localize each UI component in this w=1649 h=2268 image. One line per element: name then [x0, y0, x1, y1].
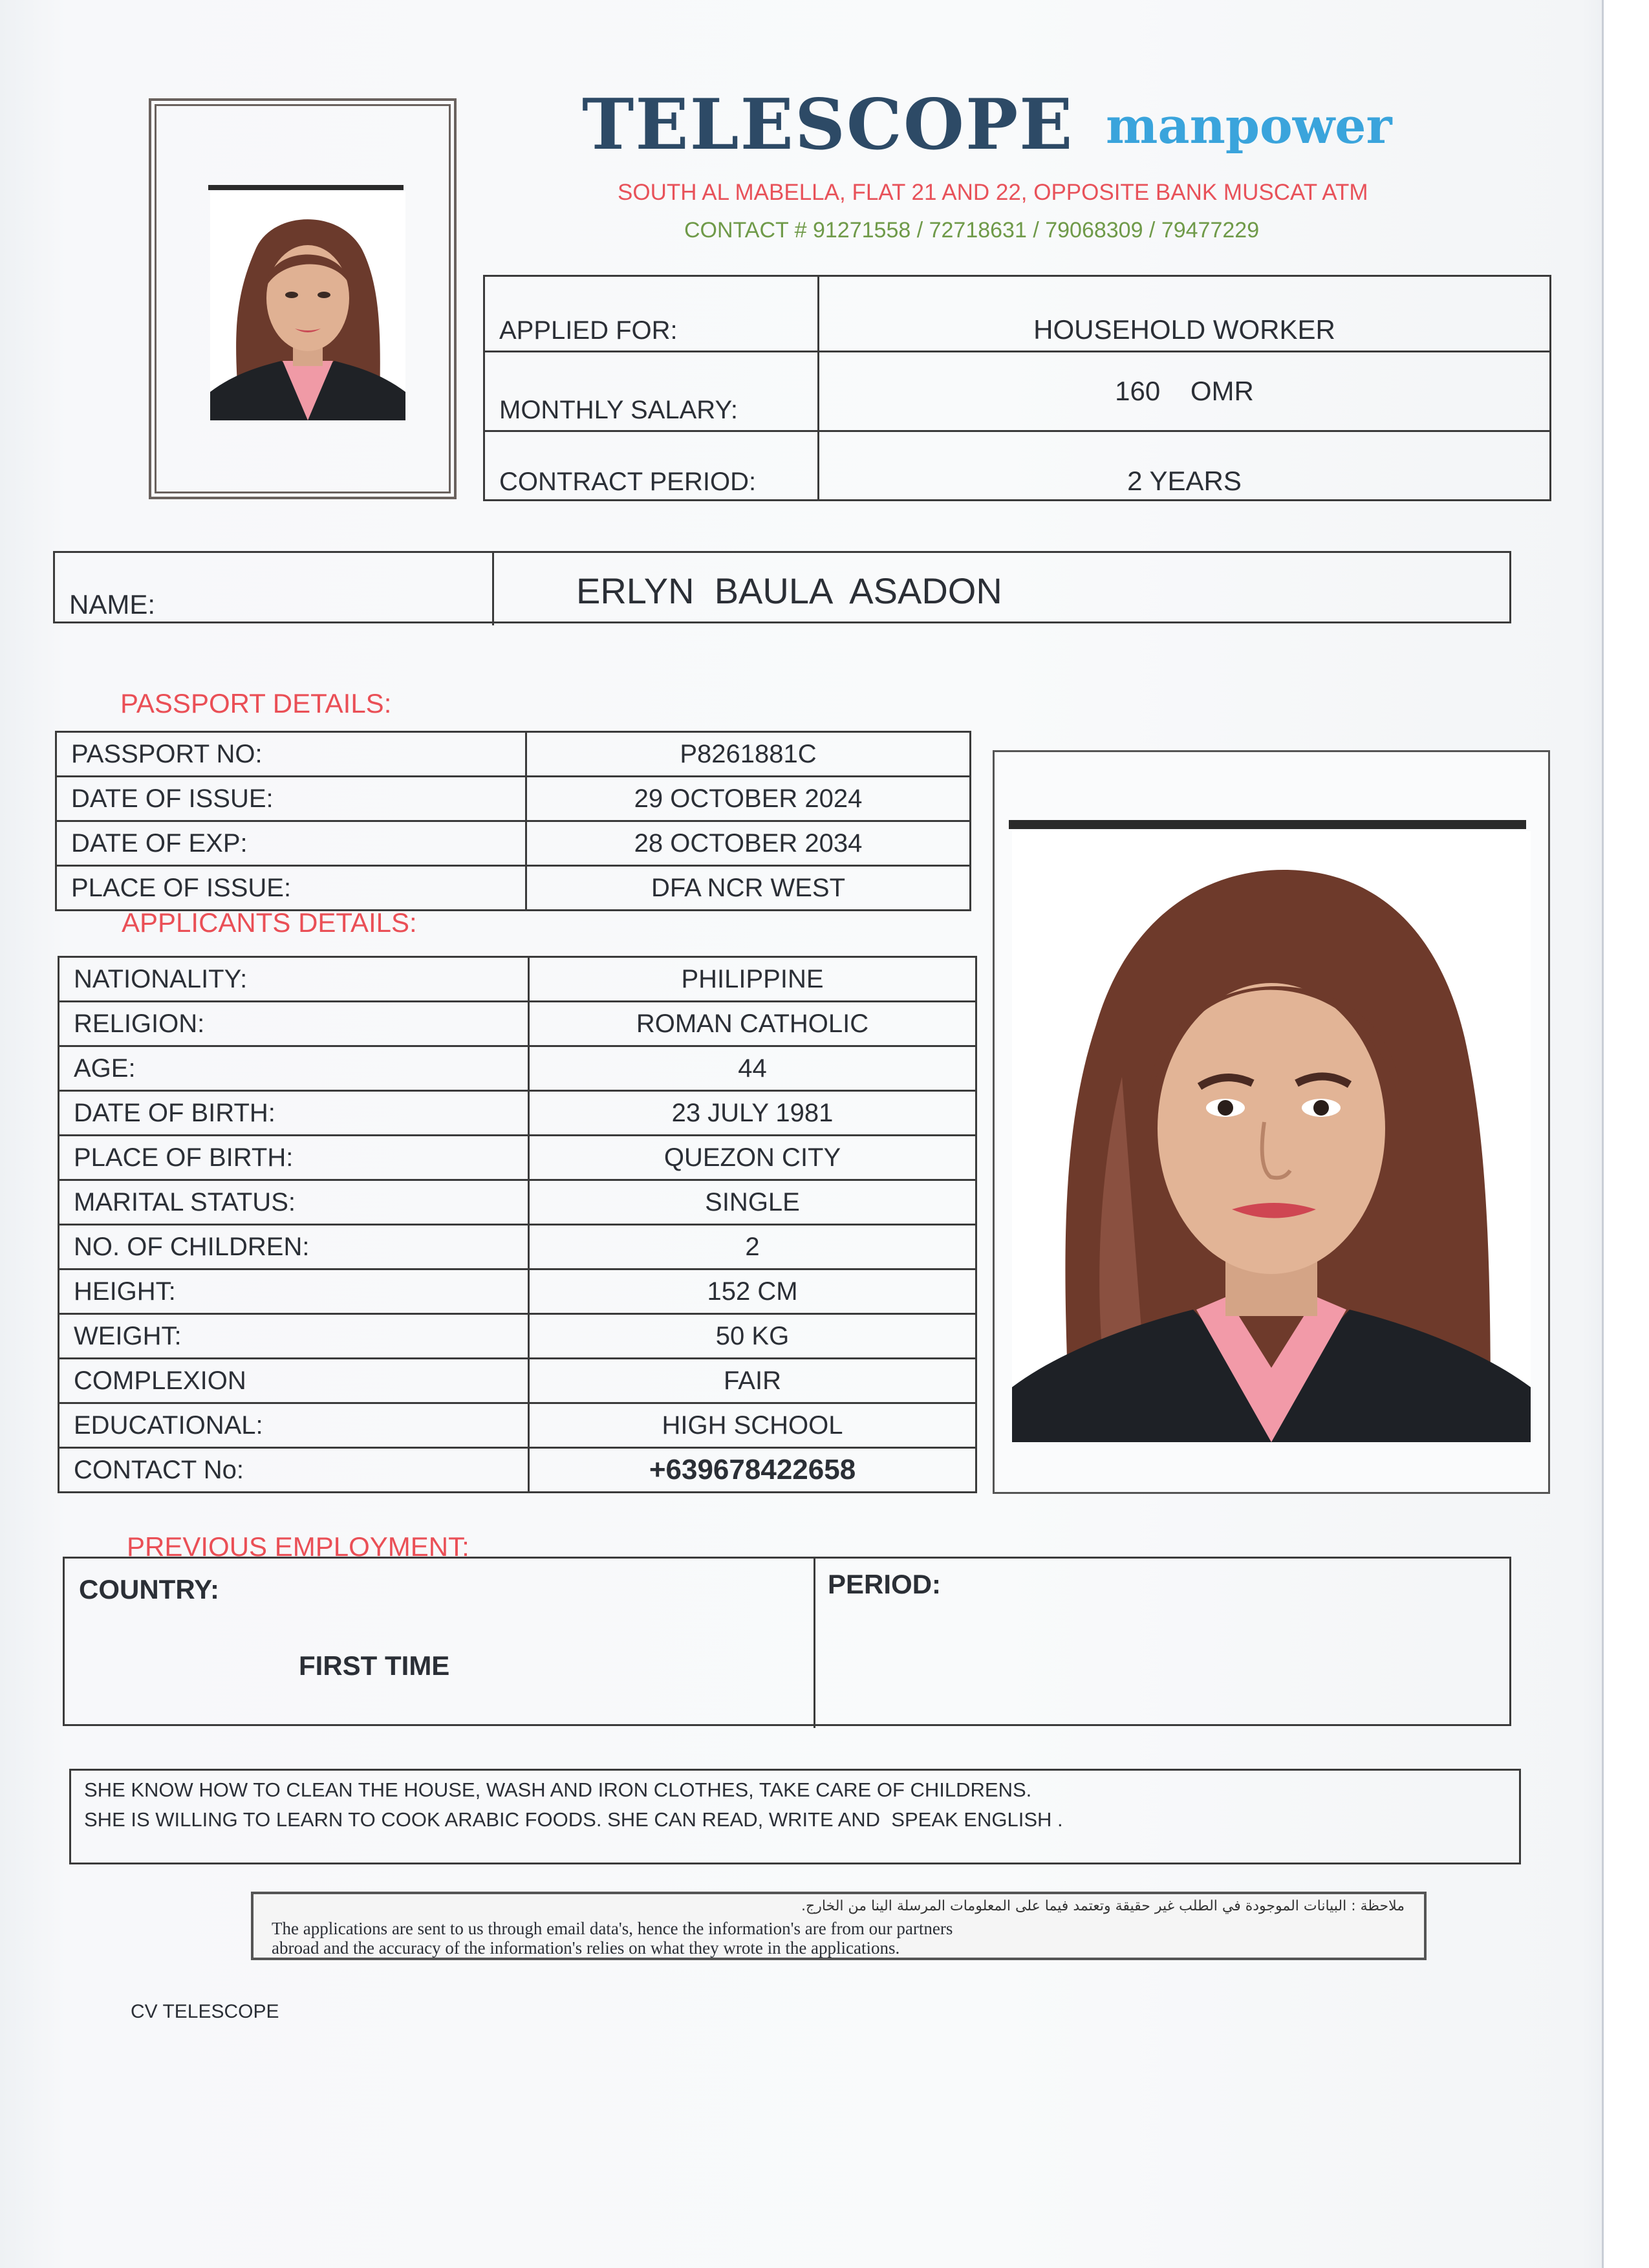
job-value: 160 OMR: [819, 352, 1551, 431]
applicant-value: QUEZON CITY: [529, 1136, 976, 1180]
passport-section-title: PASSPORT DETAILS:: [120, 688, 392, 718]
applicant-value: PHILIPPINE: [529, 957, 976, 1002]
large-photo-bar: [1009, 820, 1526, 829]
table-row: [56, 866, 971, 911]
applicant-value: ROMAN CATHOLIC: [529, 1002, 976, 1046]
table-row: [59, 1002, 976, 1046]
employment-box: [63, 1557, 1511, 1726]
passport-label: DATE OF EXP:: [56, 821, 526, 866]
applicant-value: FAIR: [529, 1359, 976, 1403]
passport-table: [55, 731, 971, 911]
table-row: [59, 1269, 976, 1314]
remarks-line: SHE KNOW HOW TO CLEAN THE HOUSE, WASH AND IRON CLOTHES, TAKE CARE OF CHILDRENS.: [84, 1778, 1032, 1801]
applicant-label: RELIGION:: [59, 1002, 529, 1046]
table-row: [59, 957, 976, 1002]
applicant-value: SINGLE: [529, 1180, 976, 1225]
passport-value: P8261881C: [526, 732, 971, 777]
table-row: [56, 821, 971, 866]
period-label: PERIOD:: [828, 1569, 942, 1599]
name-box: [53, 551, 1511, 623]
applicant-label: WEIGHT:: [59, 1314, 529, 1359]
passport-value: 28 OCTOBER 2034: [526, 821, 971, 866]
applicant-value: 152 CM: [529, 1269, 976, 1314]
applicant-label: MARITAL STATUS:: [59, 1180, 529, 1225]
passport-label: DATE OF ISSUE:: [56, 777, 526, 821]
table-row: [59, 1403, 976, 1448]
table-row: [484, 276, 1551, 352]
job-label: CONTRACT PERIOD:: [484, 431, 819, 501]
table-row: [59, 1314, 976, 1359]
table-row: [484, 431, 1551, 501]
employment-section-title: PREVIOUS EMPLOYMENT:: [127, 1531, 469, 1562]
job-table: [483, 275, 1551, 501]
applicant-label: EDUCATIONAL:: [59, 1403, 529, 1448]
applicant-value: 44: [529, 1046, 976, 1091]
job-value: 2 YEARS: [819, 431, 1551, 501]
applicant-value: 50 KG: [529, 1314, 976, 1359]
applicant-label: CONTACT No:: [59, 1448, 529, 1493]
applicant-value: 23 JULY 1981: [529, 1091, 976, 1136]
table-row: [59, 1448, 976, 1493]
company-contact: CONTACT # 91271558 / 72718631 / 79068309 / 79477229: [684, 218, 1260, 243]
company-logo-text: TELESCOPE: [582, 84, 1074, 166]
table-row: [59, 1046, 976, 1091]
applicant-label: DATE OF BIRTH:: [59, 1091, 529, 1136]
disclaimer-box: [251, 1892, 1427, 1960]
table-row: [56, 732, 971, 777]
country-label: COUNTRY:: [79, 1574, 219, 1604]
applicant-label: HEIGHT:: [59, 1269, 529, 1314]
applicant-value: HIGH SCHOOL: [529, 1403, 976, 1448]
job-label: APPLIED FOR:: [484, 276, 819, 352]
small-applicant-photo: [210, 191, 405, 420]
remarks-box: [69, 1769, 1521, 1864]
applicant-label: AGE:: [59, 1046, 529, 1091]
table-row: [59, 1180, 976, 1225]
applicant-label: NO. OF CHILDREN:: [59, 1225, 529, 1269]
small-photo-bar: [208, 185, 404, 190]
applicant-label: NATIONALITY:: [59, 957, 529, 1002]
name-label: NAME:: [69, 589, 156, 620]
passport-value: 29 OCTOBER 2024: [526, 777, 971, 821]
passport-label: PLACE OF ISSUE:: [56, 866, 526, 911]
table-row: [59, 1225, 976, 1269]
disclaimer-line: abroad and the accuracy of the information's relies on what they wrote in the applications.: [272, 1938, 900, 1958]
company-address: SOUTH AL MABELLA, FLAT 21 AND 22, OPPOSITE BANK MUSCAT ATM: [618, 180, 1368, 205]
applicant-section-title: APPLICANTS DETAILS:: [122, 907, 417, 938]
applicant-value: 2: [529, 1225, 976, 1269]
passport-value: DFA NCR WEST: [526, 866, 971, 911]
applicant-label: COMPLEXION: [59, 1359, 529, 1403]
country-value: FIRST TIME: [299, 1650, 450, 1681]
paper-edge: [1602, 0, 1649, 2268]
large-applicant-photo: [1012, 831, 1531, 1442]
table-row: [56, 777, 971, 821]
applicant-value: +639678422658: [529, 1448, 976, 1493]
company-logo-subtext: manpower: [1106, 97, 1392, 155]
remarks-line: SHE IS WILLING TO LEARN TO COOK ARABIC FOODS. SHE CAN READ, WRITE AND SPEAK ENGLISH .: [84, 1808, 1063, 1831]
table-row: [59, 1091, 976, 1136]
table-row: [484, 352, 1551, 431]
job-label: MONTHLY SALARY:: [484, 352, 819, 431]
passport-label: PASSPORT NO:: [56, 732, 526, 777]
applicant-label: PLACE OF BIRTH:: [59, 1136, 529, 1180]
applicant-table: [58, 956, 977, 1493]
table-row: [59, 1359, 976, 1403]
disclaimer-arabic: ملاحظة : البيانات الموجودة في الطلب غير حقيقة وتعتمد فيما على المعلومات المرسلة الينا من الخارج.: [801, 1898, 1405, 1914]
applicant-name: ERLYN BAULA ASADON: [576, 570, 1002, 611]
footer-text: CV TELESCOPE: [131, 2001, 279, 2022]
disclaimer-line: The applications are sent to us through email data's, hence the information's are from our partners: [272, 1919, 953, 1938]
table-row: [59, 1136, 976, 1180]
job-value: HOUSEHOLD WORKER: [819, 276, 1551, 352]
